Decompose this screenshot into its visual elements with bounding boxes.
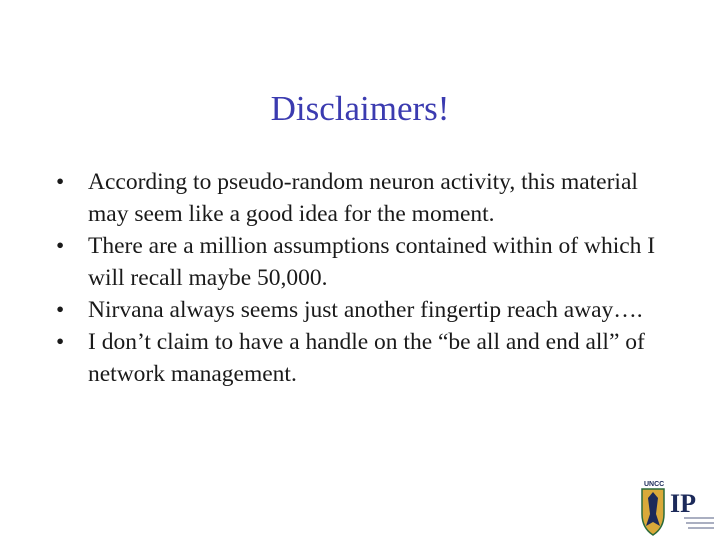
bullet-text: I don’t claim to have a handle on the “be all and end all” of network management.: [88, 329, 645, 387]
uncc-logo: [640, 478, 718, 538]
bullet-text: There are a million assumptions contained within of which I will recall maybe 50,000.: [88, 233, 656, 291]
bullet-item: [56, 230, 666, 294]
bullet-icon: •: [56, 297, 65, 323]
bullet-list: [56, 166, 666, 390]
bullet-icon: •: [56, 329, 65, 355]
bullet-icon: •: [56, 169, 65, 195]
bullet-item: [56, 166, 666, 230]
bullet-item: [56, 326, 666, 390]
bullet-text: According to pseudo-random neuron activity, this material may seem like a good idea for the moment.: [88, 169, 638, 227]
bullet-item: [56, 294, 666, 326]
bullet-text: Nirvana always seems just another fingertip reach away….: [88, 297, 643, 323]
logo-text-main: IP: [670, 489, 696, 518]
bullet-icon: •: [56, 233, 65, 259]
slide-title: Disclaimers!: [270, 89, 450, 128]
logo-text-top: UNCC: [644, 481, 665, 488]
